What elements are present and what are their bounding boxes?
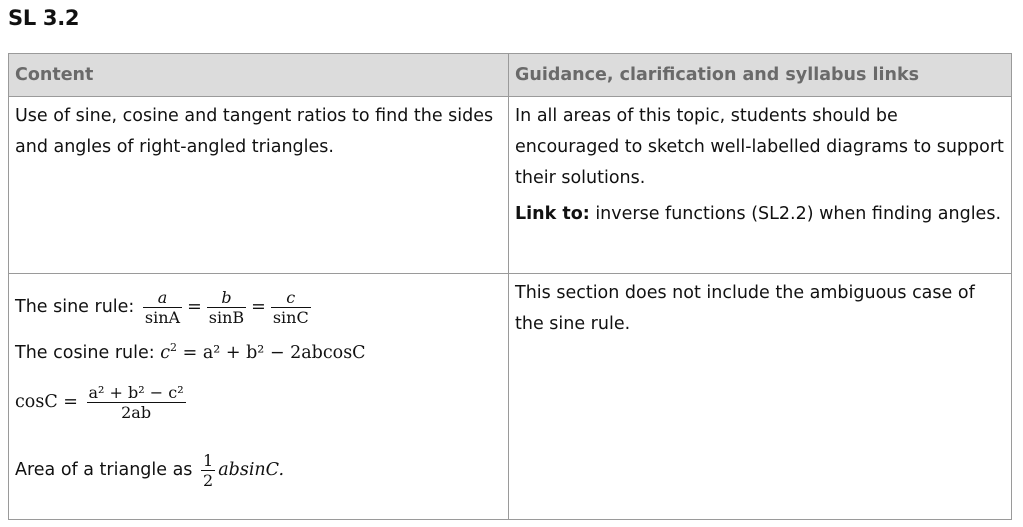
trig-ratios-text: Use of sine, cosine and tangent ratios to find the sides and angles of right-angled triangles. [15,106,494,157]
area-label: Area of a triangle as [15,460,193,480]
area-line [15,441,502,499]
cosC-denominator: 2ab [87,402,186,422]
syllabus-table [8,53,1012,520]
area-den: 2 [203,470,214,490]
sine-fraction-a [143,288,182,327]
sine-fraction-b [207,288,246,327]
ambiguous-case-text: This section does not include the ambiguous case of the sine rule. [515,283,975,334]
area-expression: absinC. [218,460,285,480]
link-paragraph [515,199,1005,230]
equals-sign: = [251,297,266,317]
cosC-line [15,371,502,433]
table-row [9,97,1012,274]
sine-rule-label: The sine rule: [15,297,135,317]
cosC-lhs: cosC = [15,392,78,412]
content-cell [9,274,509,520]
sine-a: a [157,287,168,307]
cosC-fraction [87,383,186,422]
area-num: 1 [203,450,214,470]
link-label: Link to: [515,204,590,224]
link-text: inverse functions (SL2.2) when finding angles. [595,204,1002,224]
section-title: SL 3.2 [8,6,80,30]
sine-sinC: sinC [272,307,309,327]
content-cell [9,97,509,274]
cosine-rule-formula: $c^2 = a^2 + b^2 - 2abcosC$ [160,341,366,363]
area-fraction [201,451,215,490]
table-row [9,274,1012,520]
guidance-cell [509,97,1012,274]
cosC-numerator: a² + b² − c² [88,382,184,402]
sine-sinA: sinA [144,307,181,327]
sine-b: b [221,287,232,307]
sine-c: c [286,287,296,307]
diagram-guidance-text: In all areas of this topic, students should be encouraged to sketch well-labelled diagrams to support their solutions. [515,106,1004,188]
cosine-rule-label: The cosine rule: [15,343,155,363]
header-content: Content [9,54,509,97]
sine-fraction-c [271,288,311,327]
sine-rule-line [15,278,502,336]
header-guidance: Guidance, clarification and syllabus links [509,54,1012,97]
guidance-cell [509,274,1012,520]
sine-sinB: sinB [208,307,245,327]
cosine-rule-line [15,338,502,369]
equals-sign: = [187,297,202,317]
